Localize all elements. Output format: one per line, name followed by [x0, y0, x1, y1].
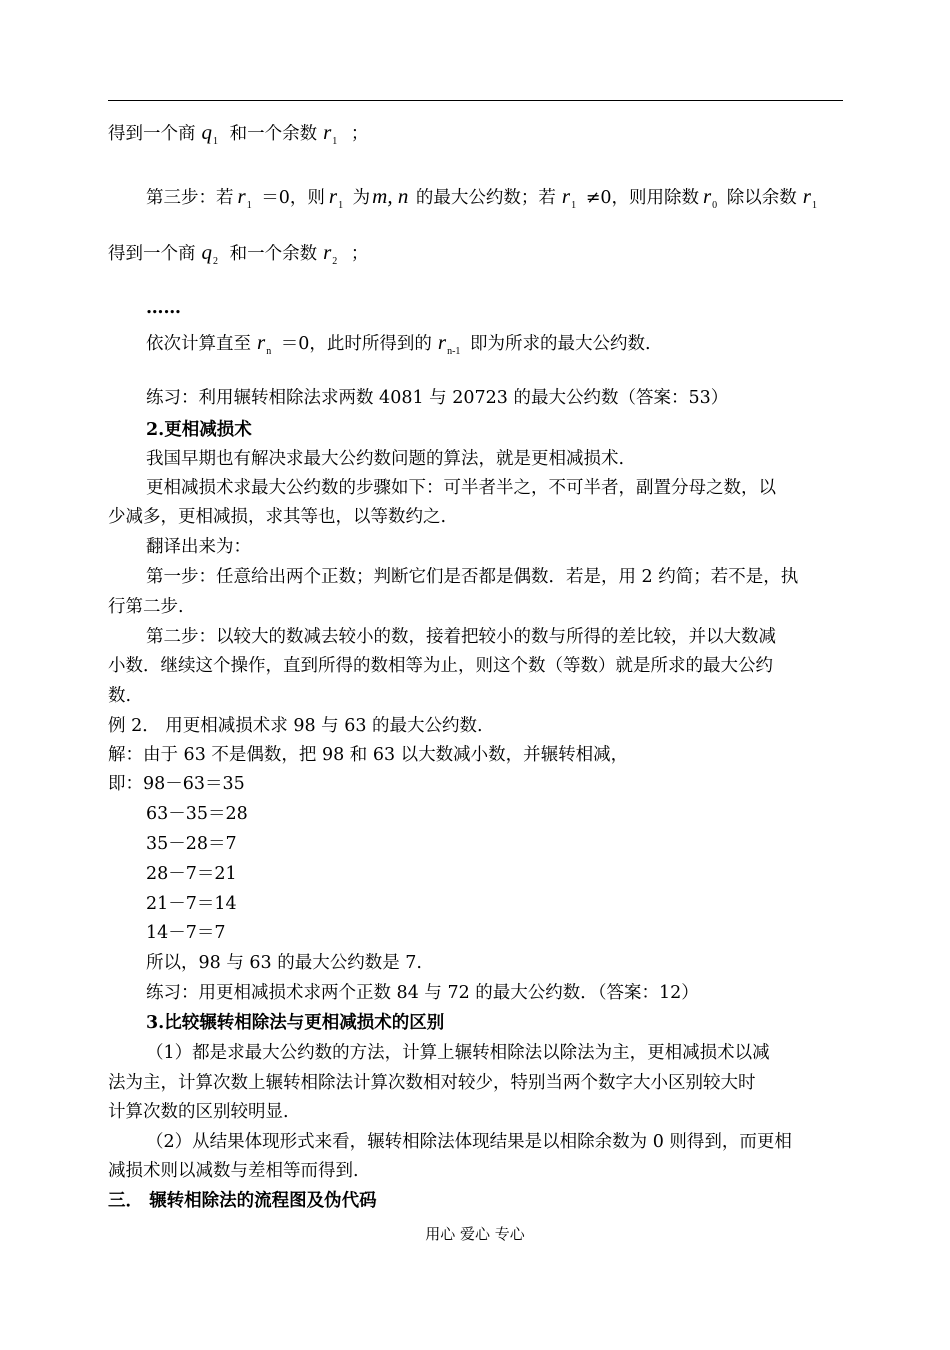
text-line: 翻译出来为：: [146, 537, 251, 557]
section-heading: 2.更相减损术: [146, 420, 252, 440]
text-line: 第一步：任意给出两个正数；判断它们是否都是偶数．若是，用 2 约简；若不是，执: [146, 567, 799, 587]
text-line: 28－7＝21: [146, 864, 237, 884]
header-rule: [108, 100, 843, 101]
text-line: 减损术则以减数与差相等而得到.: [108, 1161, 359, 1181]
ellipsis-line: ……: [146, 298, 181, 318]
section-heading: 三． 辗转相除法的流程图及伪代码: [108, 1191, 377, 1211]
text-line: 解：由于 63 不是偶数，把 98 和 63 以大数减小数，并辗转相减，: [108, 745, 629, 765]
text-line: 依次计算直至 $r_n =0$，此时所得到的 $r_{n-1}$ 即为所求的最大公约数.: [146, 330, 651, 357]
text-line: 第三步：若 $r_1 =0$，则 $r_1$ 为m, n 的最大公约数；若 $r_1 \ne 0$，则用除数 $r_0$ 除以余数 $r_1$: [146, 184, 817, 211]
text-line: 即：98－63＝35: [108, 774, 245, 794]
section-heading: 3.比较辗转相除法与更相减损术的区别: [146, 1013, 445, 1033]
text-line: 得到一个商 $q_2$ 和一个余数 $r_2$ ；: [108, 240, 369, 267]
text-line: 14－7＝7: [146, 923, 226, 943]
text-line: 21－7＝14: [146, 894, 237, 914]
text-line: 我国早期也有解决求最大公约数问题的算法，就是更相减损术.: [146, 449, 625, 469]
text-line: 35－28＝7: [146, 834, 237, 854]
page-footer: 用心 爱心 专心: [425, 1225, 525, 1243]
text-line: 练习：利用辗转相除法求两数 4081 与 20723 的最大公约数（答案：53）: [146, 388, 729, 408]
text-line: 第二步：以较大的数减去较小的数，接着把较小的数与所得的差比较，并以大数减: [146, 627, 776, 647]
text-line: （1）都是求最大公约数的方法，计算上辗转相除法以除法为主，更相减损术以减: [146, 1043, 770, 1063]
text-line: 更相减损术求最大公约数的步骤如下：可半者半之，不可半者，副置分母之数，以: [146, 478, 776, 498]
text-line: 所以，98 与 63 的最大公约数是 7.: [146, 953, 422, 973]
text-line: 得到一个商 $q_1$ 和一个余数 $r_1$ ；: [108, 120, 369, 147]
text-line: 练习：用更相减损术求两个正数 84 与 72 的最大公约数．（答案：12）: [146, 983, 699, 1003]
text-line: 少减多，更相减损，求其等也，以等数约之.: [108, 507, 447, 527]
text-line: 小数．继续这个操作，直到所得的数相等为止，则这个数（等数）就是所求的最大公约: [108, 656, 773, 676]
text-line: 数.: [108, 686, 132, 706]
text-line: 63－35＝28: [146, 804, 248, 824]
text-line: 计算次数的区别较明显.: [108, 1102, 289, 1122]
text-line: 例 2． 用更相减损术求 98 与 63 的最大公约数.: [108, 716, 483, 736]
text-line: 行第二步.: [108, 597, 184, 617]
text-line: 法为主，计算次数上辗转相除法计算次数相对较少，特别当两个数字大小区别较大时: [108, 1073, 756, 1093]
text-line: （2）从结果体现形式来看，辗转相除法体现结果是以相除余数为 0 则得到，而更相: [146, 1132, 792, 1152]
